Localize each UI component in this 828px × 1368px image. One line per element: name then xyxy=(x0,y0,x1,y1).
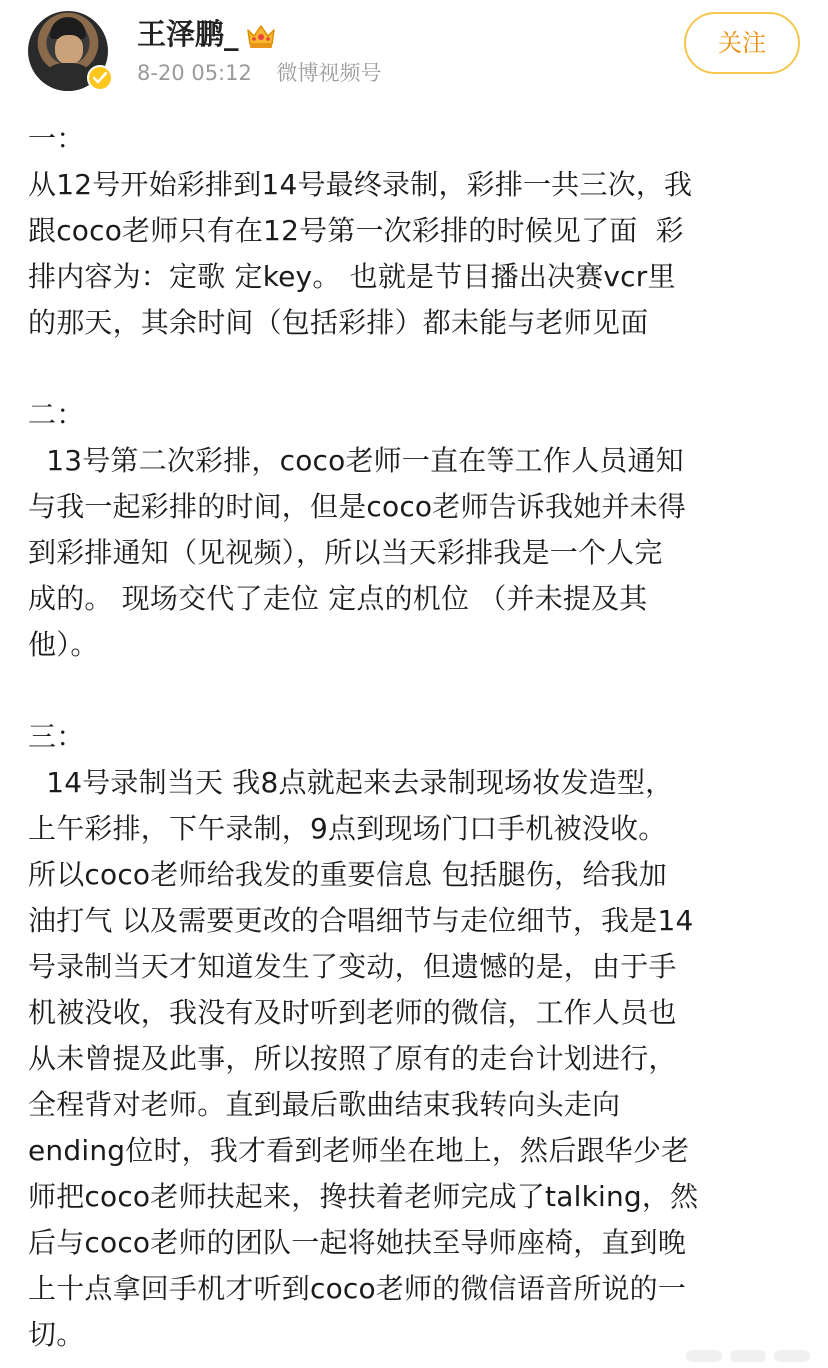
watermark-mark xyxy=(774,1350,810,1362)
post-text-line: 排内容为：定歌 定key。 也就是节目播出决赛vcr里 xyxy=(28,260,676,293)
post-text-line: 二： xyxy=(28,398,85,431)
post-text-line xyxy=(28,346,808,392)
post-text-line: 上午彩排，下午录制，9点到现场门口手机被没收。 xyxy=(28,812,667,845)
post-text-line: 跟coco老师只有在12号第一次彩排的时候见了面 彩 xyxy=(28,214,684,247)
post-text-line: 切。 xyxy=(28,1318,85,1351)
post-text-line: 师把coco老师扶起来，搀扶着老师完成了talking，然 xyxy=(28,1180,699,1213)
post-text-line: 机被没收，我没有及时听到老师的微信，工作人员也 xyxy=(28,996,677,1029)
post-text-line: 他）。 xyxy=(28,628,99,661)
crown-icon xyxy=(245,20,277,48)
post-text-line: 油打气 以及需要更改的合唱细节与走位细节，我是14 xyxy=(28,904,694,937)
post-body xyxy=(28,116,808,1358)
watermark-mark xyxy=(686,1350,722,1362)
post-text-line: 一： xyxy=(28,122,85,155)
post-text-line: 号录制当天才知道发生了变动，但遗憾的是，由于手 xyxy=(28,950,677,983)
user-name-text[interactable]: 王泽鹏_ xyxy=(137,17,239,51)
post-text-line xyxy=(28,668,808,714)
post-text-line: ending位时，我才看到老师坐在地上，然后跟华少老 xyxy=(28,1134,690,1167)
post-source[interactable]: 微博视频号 xyxy=(276,61,382,85)
user-name[interactable] xyxy=(137,14,277,54)
post-text-line: 与我一起彩排的时间，但是coco老师告诉我她并未得 xyxy=(28,490,687,523)
post-timestamp: 8-20 05:12 xyxy=(137,61,252,85)
post-text-line: 上十点拿回手机才听到coco老师的微信语音所说的一 xyxy=(28,1272,687,1305)
post-text-line: 的那天，其余时间（包括彩排）都未能与老师见面 xyxy=(28,306,649,339)
post-text-line: 三： xyxy=(28,720,85,753)
post-text-line: 从12号开始彩排到14号最终录制，彩排一共三次，我 xyxy=(28,168,693,201)
post-text-line: 从未曾提及此事，所以按照了原有的走台计划进行， xyxy=(28,1042,677,1075)
watermark-mark xyxy=(730,1350,766,1362)
verified-badge-icon xyxy=(87,65,113,91)
avatar-face xyxy=(55,35,83,65)
post-text-line: 后与coco老师的团队一起将她扶至导师座椅，直到晚 xyxy=(28,1226,687,1259)
post-text-line: 13号第二次彩排，coco老师一直在等工作人员通知 xyxy=(28,444,684,477)
post-text-line: 所以coco老师给我发的重要信息 包括腿伤，给我加 xyxy=(28,858,667,891)
post-text-line: 成的。 现场交代了走位 定点的机位 （并未提及其 xyxy=(28,582,648,615)
post-text-line: 全程背对老师。直到最后歌曲结束我转向头走向 xyxy=(28,1088,621,1121)
post-text-line: 14号录制当天 我8点就起来去录制现场妆发造型， xyxy=(28,766,674,799)
post-text-line: 到彩排通知（见视频），所以当天彩排我是一个人完 xyxy=(28,536,663,569)
post-meta xyxy=(137,58,382,88)
watermark xyxy=(686,1350,810,1362)
post-header xyxy=(0,0,828,110)
follow-button[interactable]: 关注 xyxy=(684,12,800,74)
